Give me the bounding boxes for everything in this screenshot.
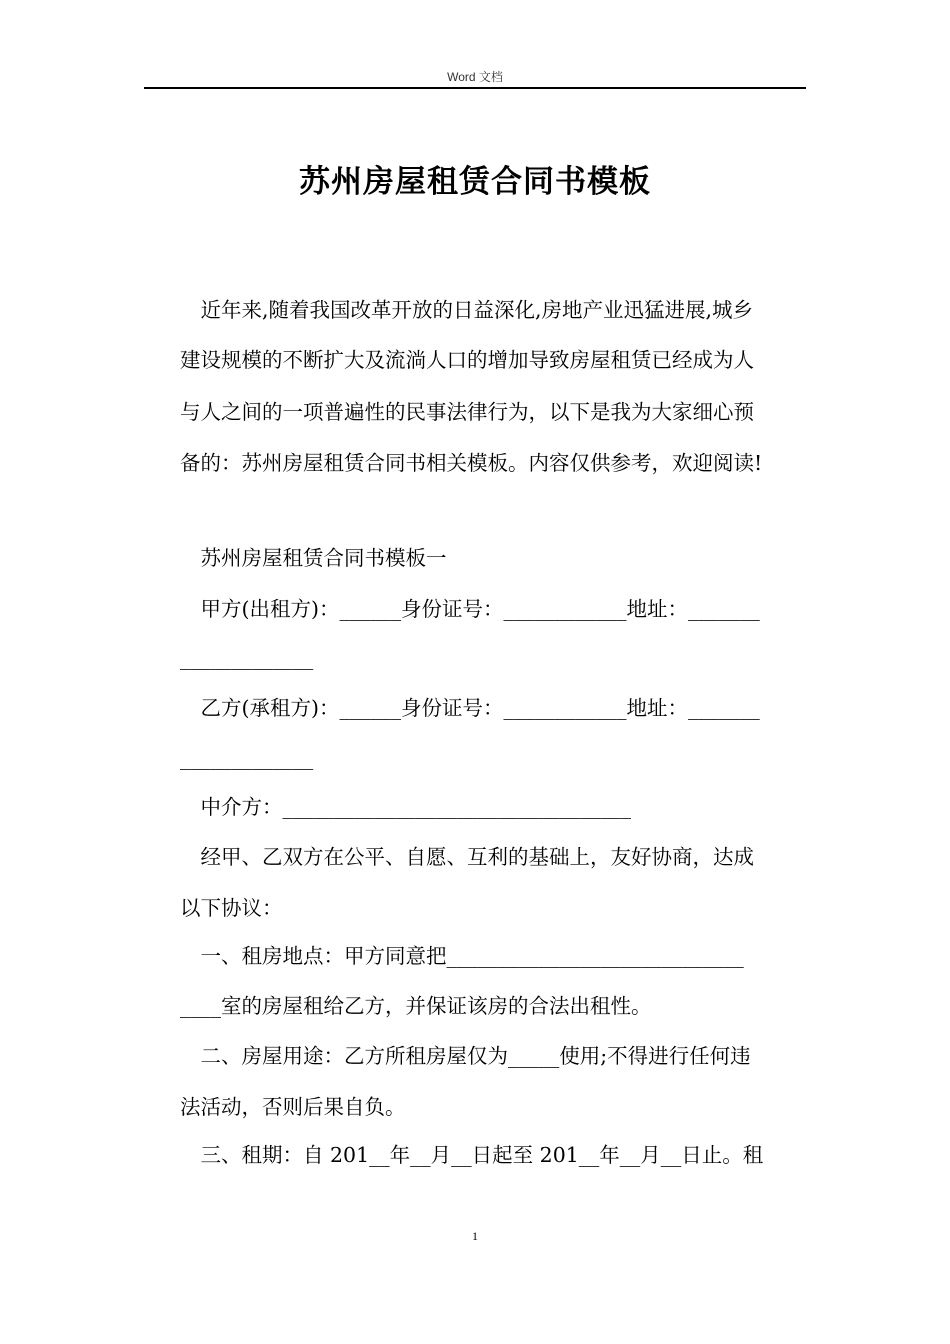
paragraph-line: _____________ bbox=[180, 746, 314, 770]
header-divider bbox=[144, 87, 806, 89]
paragraph-line: 法活动，否则后果自负。 bbox=[180, 1095, 406, 1119]
paragraph-line: 经甲、乙双方在公平、自愿、互利的基础上，友好协商，达成 bbox=[180, 845, 754, 869]
paragraph-line: 甲方(出租方)：______身份证号：____________地址：_______ bbox=[180, 597, 760, 621]
paragraph-line: 以下协议： bbox=[180, 896, 283, 920]
paragraph-line: ____室的房屋租给乙方，并保证该房的合法出租性。 bbox=[180, 994, 652, 1018]
section-heading: 苏州房屋租赁合同书模板一 bbox=[180, 546, 447, 570]
document-title: 苏州房屋租赁合同书模板 bbox=[299, 164, 651, 200]
paragraph-line: 备的：苏州房屋租赁合同书相关模板。内容仅供参考，欢迎阅读! bbox=[180, 451, 763, 475]
paragraph-line: 中介方：__________________________________ bbox=[180, 795, 631, 819]
page-header: Word 文档 bbox=[447, 70, 503, 84]
paragraph-line: 与人之间的一项普遍性的民事法律行为，以下是我为大家细心预 bbox=[180, 400, 754, 424]
paragraph-line: 一、租房地点：甲方同意把_____________________________ bbox=[180, 944, 744, 968]
paragraph-line: 三、租期：自 201__年__月__日起至 201__年__月__日止。租 bbox=[180, 1143, 764, 1167]
page-number: 1 bbox=[472, 1229, 478, 1243]
paragraph-line: 建设规模的不断扩大及流淌人口的增加导致房屋租赁已经成为人 bbox=[180, 348, 754, 372]
paragraph-line: _____________ bbox=[180, 646, 314, 670]
paragraph-line: 乙方(承租方)：______身份证号：____________地址：_______ bbox=[180, 696, 760, 720]
paragraph-line: 近年来,随着我国改革开放的日益深化,房地产业迅猛进展,城乡 bbox=[180, 298, 754, 322]
paragraph-line: 二、房屋用途：乙方所租房屋仅为_____使用;不得进行任何违 bbox=[180, 1044, 751, 1068]
